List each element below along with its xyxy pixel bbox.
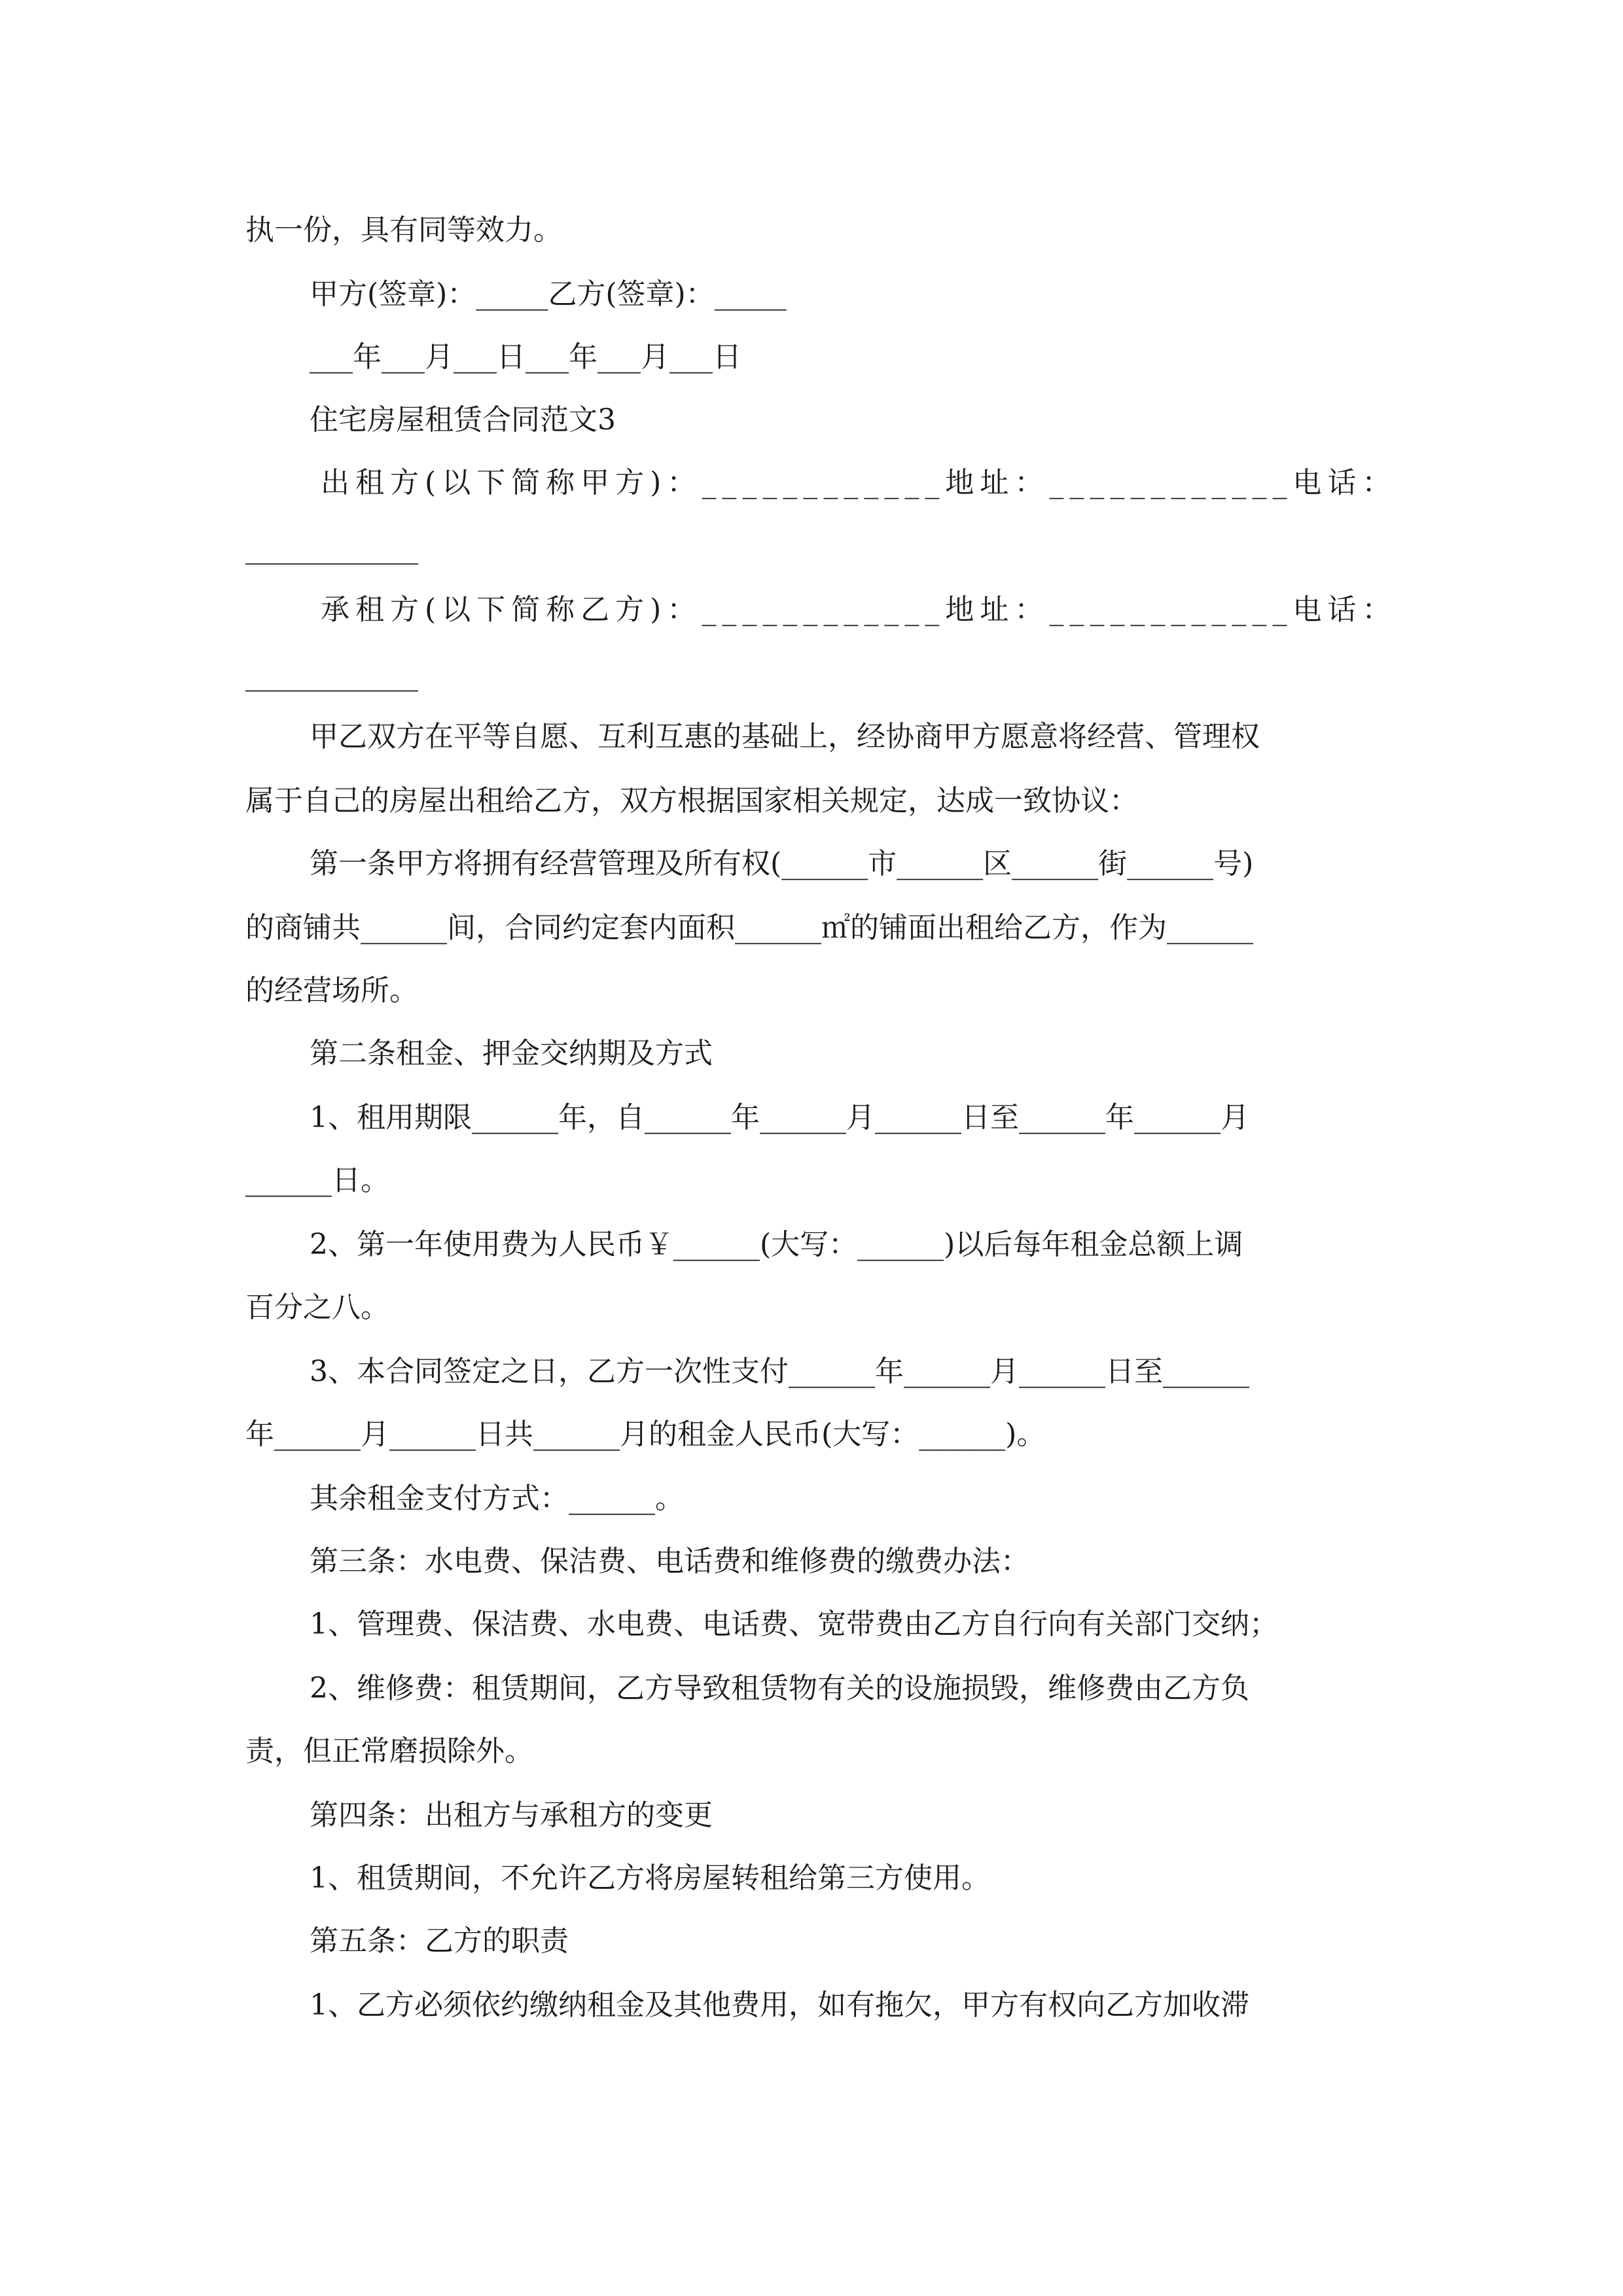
article-4-heading: 第四条：出租方与承租方的变更 <box>310 1799 713 1832</box>
article-5-item-1: 1、乙方必须依约缴纳租金及其他费用，如有拖欠，甲方有权向乙方加收滞 <box>310 1988 1249 2022</box>
article-3-item-1: 1、管理费、保洁费、水电费、电话费、宽带费由乙方自行向有关部门交纳； <box>310 1607 1278 1641</box>
paragraph-intro-1: 甲乙双方在平等自愿、互利互惠的基础上，经协商甲方愿意将经营、管理权 <box>310 720 1260 753</box>
lessor-phone-blank: ____________ <box>245 531 418 565</box>
article-3-item-2-line-2: 责，但正常磨损除外。 <box>245 1734 533 1768</box>
contract-title: 住宅房屋租赁合同范文3 <box>310 403 616 437</box>
article-2-item-3-line-2: 年______月______日共______月的租金人民币(大写：______)。 <box>245 1418 1046 1451</box>
remaining-rent-line: 其余租金支付方式：______。 <box>310 1482 684 1515</box>
article-2-item-1-line-2: ______日。 <box>245 1164 389 1197</box>
paragraph-intro-2: 属于自己的房屋出租给乙方，双方根据国家相关规定，达成一致协议： <box>245 784 1138 817</box>
article-2-item-2-line-1: 2、第一年使用费为人民币￥______(大写：______)以后每年租金总额上调 <box>310 1228 1243 1261</box>
article-2-item-3-line-1: 3、本合同签定之日，乙方一次性支付______年______月______日至______ <box>310 1355 1249 1388</box>
signature-line: 甲方(签章)：_____乙方(签章)：_____ <box>310 278 787 311</box>
article-3-item-2-line-1: 2、维修费：租赁期间，乙方导致租赁物有关的设施损毁，维修费由乙方负 <box>310 1672 1249 1705</box>
article-3-heading: 第三条：水电费、保洁费、电话费和维修费的缴费办法： <box>310 1545 1029 1578</box>
date-line: ___年___月___日___年___月___日 <box>310 340 741 374</box>
article-2-heading: 第二条租金、押金交纳期及方式 <box>310 1037 713 1070</box>
lessor-line: 出租方(以下简称甲方)：____________地址：____________电话： <box>321 466 1397 499</box>
article-2-item-2-line-2: 百分之八。 <box>245 1291 389 1324</box>
article-2-item-1-line-1: 1、租用期限______年，自______年______月______日至______年______月 <box>310 1101 1249 1134</box>
article-1-line-3: 的经营场所。 <box>245 974 418 1007</box>
article-5-heading: 第五条：乙方的职责 <box>310 1924 569 1958</box>
article-1-line-1: 第一条甲方将拥有经营管理及所有权(______市______区______街______号) <box>310 847 1254 880</box>
article-4-item-1: 1、租赁期间，不允许乙方将房屋转租给第三方使用。 <box>310 1861 990 1895</box>
article-1-line-2: 的商铺共______间，合同约定套内面积______㎡的铺面出租给乙方，作为______ <box>245 911 1253 944</box>
lessee-line: 承租方(以下简称乙方)：____________地址：____________电话： <box>321 593 1397 626</box>
text-line-closing: 执一份，具有同等效力。 <box>245 213 562 247</box>
lessee-phone-blank: ____________ <box>245 658 418 692</box>
